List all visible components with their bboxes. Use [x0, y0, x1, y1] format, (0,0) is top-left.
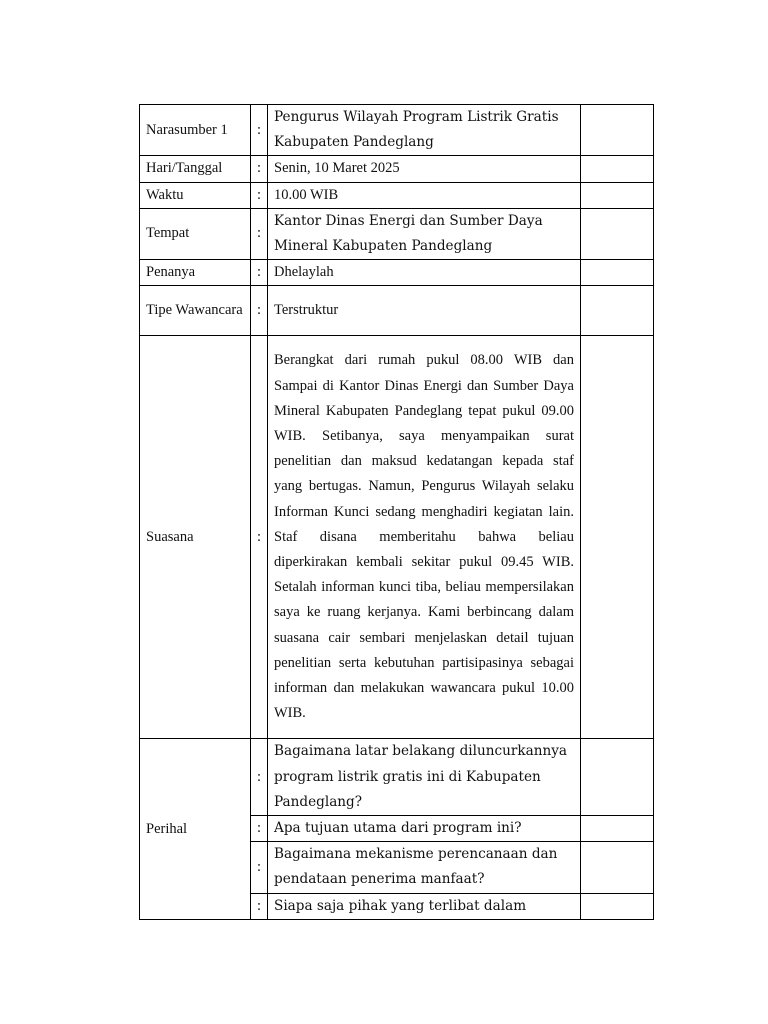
extra-q2 — [581, 816, 654, 842]
extra-q1 — [581, 739, 654, 816]
question-1: Bagaimana latar belakang diluncurkannya program listrik gratis ini di Kabupaten Pandeglang? — [268, 739, 581, 816]
interview-table — [139, 104, 654, 920]
value-narasumber: Pengurus Wilayah Program Listrik Gratis Kabupaten Pandeglang — [268, 105, 581, 156]
colon-suasana: : — [251, 336, 268, 739]
value-waktu: 10.00 WIB — [268, 182, 581, 208]
value-hari: Senin, 10 Maret 2025 — [268, 156, 581, 182]
extra-q4 — [581, 893, 654, 919]
label-suasana: Suasana — [140, 336, 251, 739]
extra-penanya — [581, 260, 654, 286]
question-3: Bagaimana mekanisme perencanaan dan pendataan penerima manfaat? — [268, 842, 581, 893]
label-waktu: Waktu — [140, 182, 251, 208]
value-tempat: Kantor Dinas Energi dan Sumber Daya Mineral Kabupaten Pandeglang — [268, 208, 581, 259]
extra-q3 — [581, 842, 654, 893]
row-waktu — [140, 182, 654, 208]
value-suasana: Berangkat dari rumah pukul 08.00 WIB dan Sampai di Kantor Dinas Energi dan Sumber Daya Mineral Kabupaten Pandeglang tepat pukul 09.00 WIB. Setibanya, saya menyampaikan surat penelitian dan maksud kedatangan kepada staf yang bertugas. Namun, Pengurus Wilayah selaku Informan Kunci sedang menghadiri kegiatan lain. Staf disana memberitahu bahwa beliau diperkirakan kembali sekitar pukul 09.45 WIB. Setalah informan kunci tiba, beliau mempersilakan saya ke ruang kerjanya. Kami berbincang dalam suasana cair sembari menjelaskan detail tujuan penelitian serta kebutuhan partisipasinya sebagai informan dan melakukan wawancara pukul 10.00 WIB. — [268, 336, 581, 739]
row-penanya — [140, 260, 654, 286]
value-tipe: Terstruktur — [268, 286, 581, 336]
extra-hari — [581, 156, 654, 182]
extra-waktu — [581, 182, 654, 208]
colon-q1: : — [251, 739, 268, 816]
extra-tipe — [581, 286, 654, 336]
colon-hari: : — [251, 156, 268, 182]
row-narasumber — [140, 105, 654, 156]
extra-suasana — [581, 336, 654, 739]
colon-waktu: : — [251, 182, 268, 208]
colon-penanya: : — [251, 260, 268, 286]
colon-narasumber: : — [251, 105, 268, 156]
colon-tempat: : — [251, 208, 268, 259]
row-tipe — [140, 286, 654, 336]
extra-narasumber — [581, 105, 654, 156]
colon-tipe: : — [251, 286, 268, 336]
colon-q3: : — [251, 842, 268, 893]
question-4: Siapa saja pihak yang terlibat dalam — [268, 893, 581, 919]
label-perihal: Perihal — [140, 739, 251, 919]
label-penanya: Penanya — [140, 260, 251, 286]
row-suasana — [140, 336, 654, 739]
row-perihal-q1 — [140, 739, 654, 816]
extra-tempat — [581, 208, 654, 259]
label-narasumber: Narasumber 1 — [140, 105, 251, 156]
label-tipe: Tipe Wawancara — [140, 286, 251, 336]
row-hari — [140, 156, 654, 182]
label-hari: Hari/Tanggal — [140, 156, 251, 182]
colon-q2: : — [251, 816, 268, 842]
value-penanya: Dhelaylah — [268, 260, 581, 286]
colon-q4: : — [251, 893, 268, 919]
label-tempat: Tempat — [140, 208, 251, 259]
question-2: Apa tujuan utama dari program ini? — [268, 816, 581, 842]
row-tempat — [140, 208, 654, 259]
